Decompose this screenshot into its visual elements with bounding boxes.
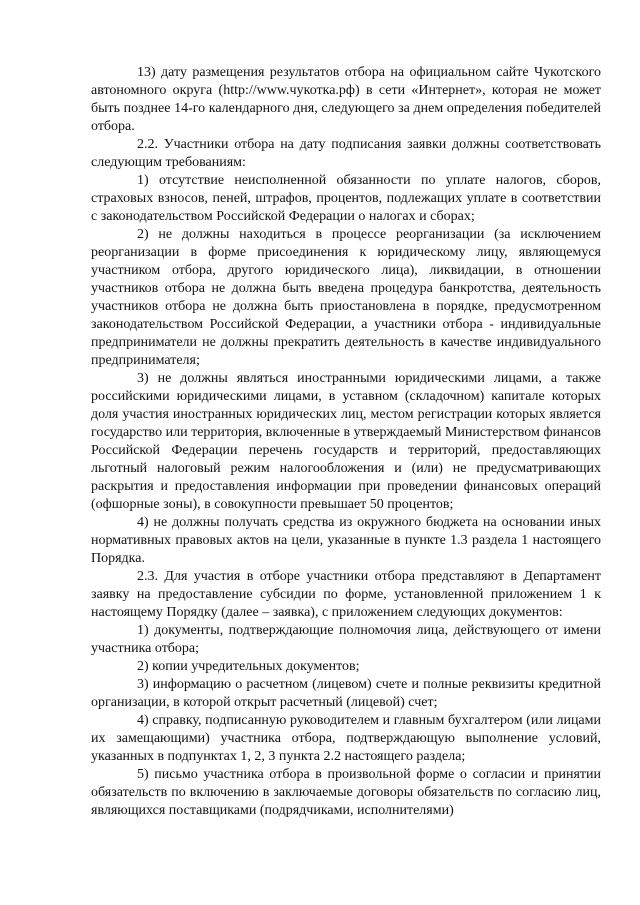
document-1-authority: 1) документы, подтверждающие полномочия лица, действующего от имени участника отбора;	[91, 623, 601, 656]
requirement-4-no-other-funds: 4) не должны получать средства из окружного бюджета на основании иных нормативных правовых актов на цели, указанные в пункте 1.3 раздела 1 настоящего Порядка.	[91, 515, 601, 566]
paragraph-2-3-application: 2.3. Для участия в отборе участники отбора представляют в Департамент заявку на предоставление субсидии по форме, установленной приложением 1 к настоящему Порядку (далее – заявка), с приложением следующих документов:	[91, 569, 601, 620]
requirement-3-not-foreign-entity: 3) не должны являться иностранными юридическими лицами, а также российскими юридическими лицами, в уставном (складочном) капитале которых доля участия иностранных юридических лиц, местом регистрации которых является государство или территория, включенные в утверждаемый Министерством финансов Российской Федерации перечень государств и территорий, предоставляющих льготный налоговый режим налогообложения и (или) не предусматривающих раскрытия и предоставления информации при проведении финансовых операций (офшорные зоны), в совокупности превышает 50 процентов;	[91, 371, 601, 512]
document-2-founding-docs: 2) копии учредительных документов;	[137, 659, 360, 674]
document-5-consent-letter: 5) письмо участника отбора в произвольной форме о согласии и принятии обязательств по включению в заключаемые договоры обязательств по согласию лиц, являющихся поставщиками (подрядчиками, исполнителями)	[91, 767, 601, 818]
paragraph-item-13-results-date: 13) дату размещения результатов отбора на официальном сайте Чукотского автономного округа (http://www.чукотка.рф) в сети «Интернет», которая не может быть позднее 14-го календарного дня, следующего за днем определения победителей отбора.	[91, 65, 601, 134]
paragraph-2-2-requirements: 2.2. Участники отбора на дату подписания заявки должны соответствовать следующим требованиям:	[91, 137, 601, 170]
document-3-bank-details: 3) информацию о расчетном (лицевом) счете и полные реквизиты кредитной организации, в которой открыт расчетный (лицевой) счет;	[91, 677, 601, 710]
requirement-1-no-tax-debt: 1) отсутствие неисполненной обязанности по уплате налогов, сборов, страховых взносов, пеней, штрафов, процентов, подлежащих уплате в соответствии с законодательством Российской Федерации о налогах и сборах;	[91, 173, 601, 224]
document-4-certificate: 4) справку, подписанную руководителем и главным бухгалтером (или лицами их замещающими) участника отбора, подтверждающую выполнение условий, указанных в подпунктах 1, 2, 3 пункта 2.2 настоящего раздела;	[91, 713, 601, 764]
document-body	[91, 64, 601, 820]
requirement-2-no-reorganization: 2) не должны находиться в процессе реорганизации (за исключением реорганизации в форме присоединения к юридическому лицу, являющемуся участником отбора, другого юридического лица), ликвидации, в отношении участников отбора не должна быть введена процедура банкротства, деятельность участников отбора не должна быть приостановлена в порядке, предусмотренном законодательством Российской Федерации, а участники отбора - индивидуальные предприниматели не должны прекратить деятельность в качестве индивидуального предпринимателя;	[91, 227, 601, 368]
